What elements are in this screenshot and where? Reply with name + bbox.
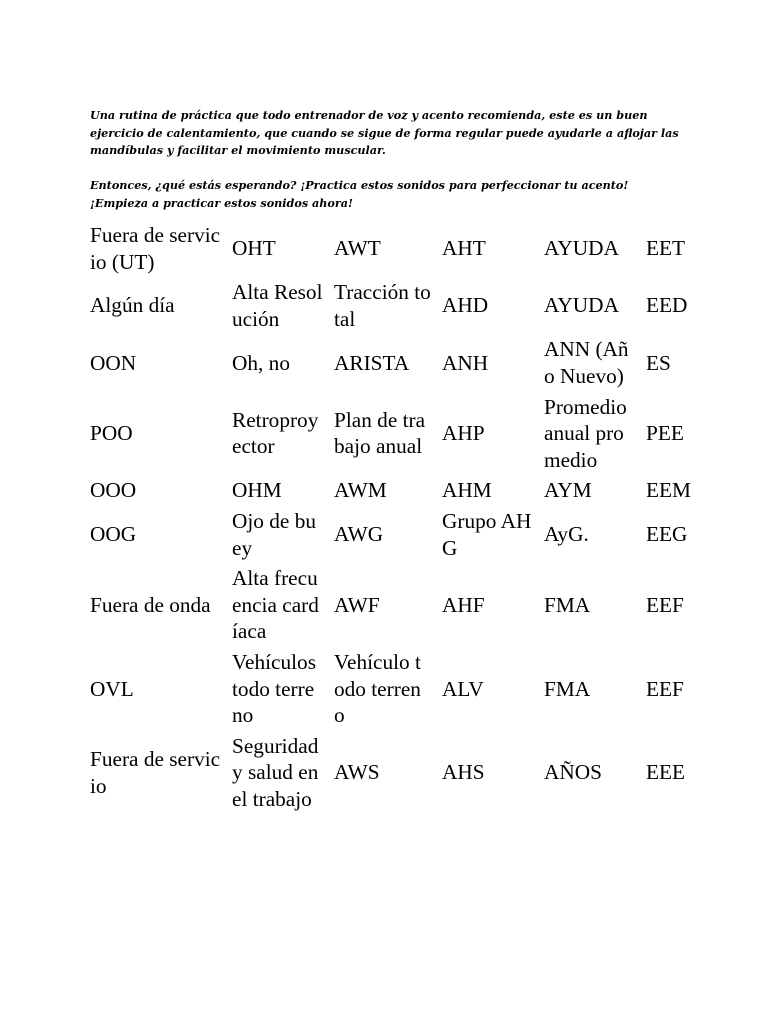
table-row bbox=[84, 277, 710, 334]
table-cell: AWG bbox=[334, 522, 384, 547]
table-cell: POO bbox=[90, 421, 133, 446]
table-row bbox=[84, 563, 710, 647]
table-row bbox=[84, 647, 710, 731]
table-cell: OON bbox=[90, 350, 137, 375]
table-cell: Fuera de servicio (UT) bbox=[90, 223, 221, 274]
table-row bbox=[84, 506, 710, 563]
table-cell: Vehículo todo terreno bbox=[334, 649, 421, 728]
table-row bbox=[84, 731, 710, 815]
table-cell: AYUDA bbox=[544, 236, 619, 261]
table-cell: EEG bbox=[646, 522, 688, 547]
table-cell: Grupo AHG bbox=[442, 508, 532, 560]
table-cell: ES bbox=[646, 350, 671, 375]
table-cell: ANN (Año Nuevo) bbox=[544, 337, 629, 388]
practice-sounds-table bbox=[84, 220, 710, 814]
table-cell: FMA bbox=[544, 676, 591, 701]
table-row bbox=[84, 392, 710, 476]
table-cell: AHD bbox=[442, 293, 489, 318]
table-cell: Fuera de onda bbox=[90, 592, 211, 617]
table-cell: OOG bbox=[90, 522, 137, 547]
table-cell: Plan de trabajo anual bbox=[334, 407, 426, 459]
table-cell: Seguridad y salud en el trabajo bbox=[232, 733, 319, 811]
table-cell: OOO bbox=[90, 478, 137, 503]
table-cell: EEF bbox=[646, 676, 684, 701]
table-cell: AYUDA bbox=[544, 293, 619, 318]
table-cell: OHM bbox=[232, 478, 282, 503]
table-cell: OVL bbox=[90, 676, 134, 701]
table-cell: Vehículos todo terreno bbox=[232, 649, 316, 728]
table-cell: AWT bbox=[334, 236, 381, 261]
table-row bbox=[84, 475, 710, 506]
table-cell: Alta frecuencia cardíaca bbox=[232, 566, 319, 644]
table-cell: Tracción total bbox=[334, 280, 431, 331]
table-cell: EEM bbox=[646, 478, 691, 503]
table-cell: ARISTA bbox=[334, 350, 410, 375]
table-cell: AHP bbox=[442, 421, 485, 446]
table-cell: AWS bbox=[334, 760, 380, 785]
table-row bbox=[84, 220, 710, 277]
table-cell: ALV bbox=[442, 676, 484, 701]
table-cell: Oh, no bbox=[232, 350, 290, 375]
table-cell: ANH bbox=[442, 350, 489, 375]
intro-call-to-action: Entonces, ¿qué estás esperando? ¡Practica estos sonidos para perfeccionar tu acento! ¡Empieza a practicar estos sonidos ahora! bbox=[90, 178, 629, 210]
table-cell: AHT bbox=[442, 236, 486, 261]
table-cell: AHM bbox=[442, 478, 492, 503]
table-cell: EET bbox=[646, 236, 686, 261]
table-cell: AYM bbox=[544, 478, 592, 503]
table-cell: AÑOS bbox=[544, 760, 602, 785]
table-cell: AWF bbox=[334, 592, 380, 617]
table-cell: Alta Resolución bbox=[232, 280, 323, 331]
table-cell: FMA bbox=[544, 592, 591, 617]
table-cell: Ojo de buey bbox=[232, 508, 316, 560]
table-cell: AHF bbox=[442, 592, 485, 617]
table-cell: AWM bbox=[334, 478, 387, 503]
table-cell: Fuera de servicio bbox=[90, 746, 221, 798]
table-cell: Retroproyector bbox=[232, 407, 319, 459]
table-cell: PEE bbox=[646, 421, 684, 446]
table-cell: AyG. bbox=[544, 522, 589, 547]
table-cell: OHT bbox=[232, 236, 276, 261]
table-row bbox=[84, 334, 710, 391]
table-cell: AHS bbox=[442, 760, 485, 785]
table-cell: EED bbox=[646, 293, 688, 318]
intro-paragraph: Una rutina de práctica que todo entrenador de voz y acento recomienda, este es un buen ejercicio de calentamiento, que cuando se sigue de forma regular puede ayudarle a aflojar las mandíbulas y facilitar el movimiento muscular. bbox=[90, 108, 679, 157]
table-cell: EEE bbox=[646, 760, 686, 785]
table-cell: Promedio anual promedio bbox=[544, 394, 627, 472]
table-cell: Algún día bbox=[90, 293, 175, 318]
table-cell: EEF bbox=[646, 592, 684, 617]
